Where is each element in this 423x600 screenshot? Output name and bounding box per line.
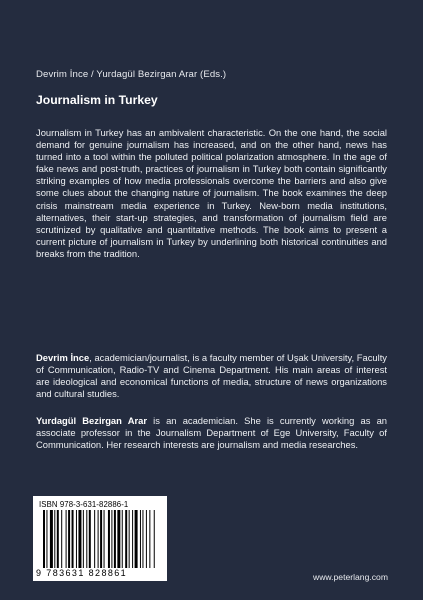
author-bio-2 [36,415,387,451]
isbn-label: ISBN 978-3-631-82886-1 [39,500,129,509]
barcode-bars [43,510,157,568]
author-name-2: Yurdagül Bezirgan Arar [36,415,147,426]
book-title: Journalism in Turkey [36,93,158,107]
author-name-1: Devrim İnce [36,352,90,363]
book-description: Journalism in Turkey has an ambivalent characteristic. On the one hand, the social demand for genuine journalism has increased, and on the other hand, news has turned into a tool within the polluted political polarization atmosphere. In the age of fake news and post-truth, practices of journalism in Turkey both contain significantly striking examples of how media professionals overcome the barriers and also give some clues about the changing nature of journalism. The book examines the deep crisis mainstream media experience in Turkey. New-born media institutions, alternatives, their start-up strategies, and transformation of journalism field are scrutinized by qualitative and quantitative methods. The book aims to present a current picture of journalism in Turkey by underlining both historical continuities and breaks from the tradition. [36,127,387,259]
barcode-number: 9 783631 828861 [36,568,128,578]
isbn-barcode [33,496,167,581]
author-bio-1 [36,352,387,400]
author-bio-text-1: , academician/journalist, is a faculty member of Uşak University, Faculty of Communication, Radio-TV and Cinema Department. His main areas of interest are ideological and economical functions of media, structure of news organizations and cultural studies. [36,352,387,400]
publisher-website: www.peterlang.com [313,572,388,582]
author-bio-text-2: is an academician. She is currently working as an associate professor in the Journalism Department of Ege University, Faculty of Communication. Her research interests are journalism and media researches. [36,415,387,451]
editors-line: Devrim İnce / Yurdagül Bezirgan Arar (Eds.) [36,69,227,80]
